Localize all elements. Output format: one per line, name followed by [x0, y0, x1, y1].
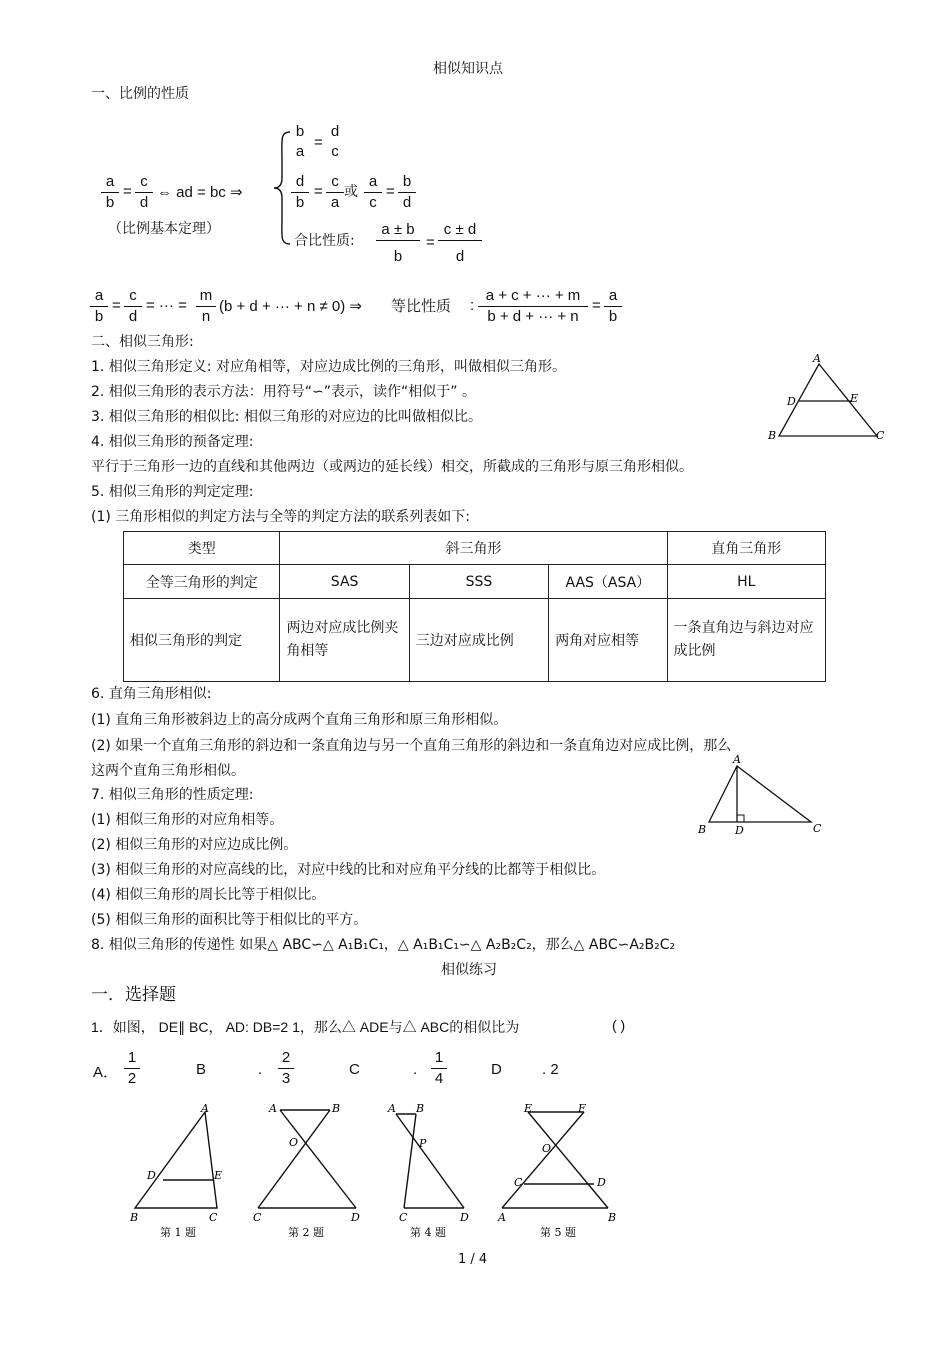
vertex-label: O [289, 1136, 299, 1149]
answer-paren: ( ) [612, 1017, 626, 1033]
vertex-label: A [813, 352, 821, 365]
equals-sign: = [592, 297, 601, 314]
vertex-label: C [876, 429, 885, 442]
vertex-label: C [209, 1211, 218, 1224]
header-right-triangle: 直角三角形 [667, 532, 825, 565]
figure-caption: 第 2 题 [288, 1226, 324, 1239]
sum-property-label: 合比性质: [294, 233, 355, 249]
vertex-label: D [460, 1211, 469, 1224]
criteria-intro: (1) 三角形相似的判定方法与全等的判定方法的联系列表如下: [91, 509, 470, 525]
vertex-label: P [419, 1137, 427, 1150]
equals-sign: = [314, 134, 323, 151]
option-d-value: . 2 [542, 1061, 559, 1078]
vertex-label: E [850, 392, 859, 405]
vertex-label: B [416, 1102, 425, 1115]
definition-line: 1. 相似三角形定义: 对应角相等，对应边成比例的三角形，叫做相似三角形。 [91, 359, 566, 375]
row-congruent-label: 全等三角形的判定 [124, 565, 280, 599]
vertex-label: D [351, 1211, 360, 1224]
fraction-a-c: a c [364, 172, 382, 213]
vertex-label: A [498, 1211, 506, 1224]
vertex-label: A [388, 1102, 396, 1115]
fraction-m-n: m n [196, 286, 216, 327]
equals-sign: = [386, 183, 395, 200]
cell-aas-asa: AAS（ASA） [549, 565, 667, 599]
property-4: (4) 相似三角形的周长比等于相似比。 [91, 887, 326, 903]
vertex-label: C [514, 1176, 523, 1189]
vertex-label: A [269, 1102, 277, 1115]
ratio-line: 3. 相似三角形的相似比: 相似三角形的对应边的比叫做相似比。 [91, 409, 482, 425]
equals-sign: = [426, 234, 435, 251]
fraction-a-b-result: a b [604, 286, 622, 327]
right-triangle-item-1: (1) 直角三角形被斜边上的高分成两个直角三角形和原三角形相似。 [91, 712, 508, 728]
vertex-label: B [608, 1211, 617, 1224]
row-similar-label: 相似三角形的判定 [124, 599, 280, 682]
transitivity-line: 8. 相似三角形的传递性 如果△ ABC∽△ A₁B₁C₁，△ A₁B₁C₁∽△ A₂B₂C₂，那么△ ABC∽A₂B₂C₂ [91, 937, 676, 953]
fraction-c-d: c d [135, 172, 153, 213]
vertex-label: D [735, 824, 744, 837]
cell-sas-similar: 两边对应成比例夹角相等 [280, 599, 409, 682]
equals-sign: = [314, 183, 323, 200]
vertex-label: B [698, 823, 707, 836]
page-number: 1 / 4 [458, 1252, 488, 1267]
or-text: 或 [344, 184, 358, 200]
option-a-fraction: 1 2 [124, 1048, 140, 1089]
figure-2 [248, 1100, 368, 1240]
cell-sss-similar: 三边对应成比例 [409, 599, 548, 682]
property-1: (1) 相似三角形的对应角相等。 [91, 812, 284, 828]
preliminary-theorem-heading: 4. 相似三角形的预备定理: [91, 434, 254, 450]
vertex-label: O [542, 1142, 552, 1155]
figure-caption: 第 4 题 [410, 1226, 446, 1239]
figure-1 [125, 1100, 230, 1240]
vertex-label: F [578, 1102, 586, 1115]
figure-4 [382, 1100, 487, 1240]
vertex-label: B [130, 1211, 139, 1224]
fraction-d-c: d c [330, 123, 340, 160]
fraction-a-b: a b [101, 172, 119, 213]
nonzero-condition: (b + d + ··· + n ≠ 0) ⇒ [219, 298, 362, 315]
option-b-label: B [196, 1061, 207, 1078]
equals-sign: = [112, 297, 121, 314]
section-heading-proportion: 一、比例的性质 [91, 86, 189, 102]
option-c-fraction: 1 4 [431, 1048, 447, 1089]
cell-aa-similar: 两角对应相等 [549, 599, 667, 682]
vertex-label: D [147, 1169, 156, 1182]
header-oblique: 斜三角形 [280, 532, 667, 565]
page-title: 相似知识点 [433, 61, 503, 77]
equal-ratio-label: 等比性质 [391, 297, 452, 315]
practice-title: 相似练习 [441, 962, 497, 978]
vertex-label: A [201, 1102, 209, 1115]
fraction-sum-right: c ± d d [438, 220, 482, 267]
vertex-label: E [214, 1169, 223, 1182]
figure-caption: 第 5 题 [540, 1226, 576, 1239]
right-triangle-item-2-cont: 这两个直角三角形相似。 [91, 763, 245, 779]
right-triangle-item-2: (2) 如果一个直角三角形的斜边和一条直角边与另一个直角三角形的斜边和一条直角边对应成比例，那么 [91, 738, 732, 754]
basic-theorem-note: （比例基本定理） [108, 221, 220, 237]
property-2: (2) 相似三角形的对应边成比例。 [91, 837, 298, 853]
vertex-label: A [733, 753, 741, 766]
option-b-fraction: 2 3 [278, 1048, 294, 1089]
right-triangle-altitude-figure [693, 752, 828, 840]
criteria-heading: 5. 相似三角形的判定定理: [91, 484, 254, 500]
vertex-label: C [813, 822, 822, 835]
vertex-label: D [597, 1176, 606, 1189]
right-triangle-heading: 6. 直角三角形相似: [91, 686, 212, 702]
preliminary-theorem-text: 平行于三角形一边的直线和其他两边（或两边的延长线）相交，所截成的三角形与原三角形相似。 [91, 459, 693, 475]
cell-sss: SSS [409, 565, 548, 599]
option-d-label: D [491, 1061, 502, 1078]
fraction-c-d: c d [124, 286, 142, 327]
option-c-label: C [349, 1061, 360, 1078]
equivalence-expression: ⇔ ad = bc ⇒ [157, 184, 243, 201]
fraction-b-d: b d [398, 172, 416, 213]
equals-sign: = [123, 183, 132, 200]
fraction-d-b: d b [291, 172, 309, 213]
triangle-de-parallel-bc-figure [765, 352, 890, 444]
figure-5 [494, 1100, 624, 1240]
vertex-label: B [768, 429, 777, 442]
cell-sas: SAS [280, 565, 409, 599]
notation-line: 2. 相似三角形的表示方法：用符号“∽”表示，读作“相似于” 。 [91, 384, 476, 400]
fraction-c-a: c a [326, 172, 344, 213]
option-c-dot: . [413, 1061, 418, 1078]
vertex-label: D [787, 395, 796, 408]
option-a-label: A． [93, 1064, 119, 1081]
fraction-sum-left: a ± b b [376, 220, 420, 267]
vertex-label: C [253, 1211, 262, 1224]
option-b-dot: . [258, 1061, 263, 1078]
colon: : [470, 297, 475, 314]
fraction-sum-series: a + c + ··· + m b + d + ··· + n [478, 286, 588, 327]
question-1: 1．如图， DE∥ BC， AD: DB=2 1，那么△ ADE与△ ABC的相似比为 [91, 1019, 520, 1035]
ellipsis-equals: = ··· = [146, 297, 187, 314]
vertex-label: C [399, 1211, 408, 1224]
fraction-a-b: a b [90, 286, 108, 327]
header-type: 类型 [124, 532, 280, 565]
vertex-label: E [524, 1102, 533, 1115]
choice-heading: 一．选择题 [91, 985, 176, 1005]
section-heading-similar-triangles: 二、相似三角形: [91, 334, 194, 350]
cell-hl: HL [667, 565, 825, 599]
property-heading: 7. 相似三角形的性质定理: [91, 787, 254, 803]
figure-caption: 第 1 题 [160, 1226, 196, 1239]
criteria-table [123, 531, 826, 682]
vertex-label: B [332, 1102, 341, 1115]
property-5: (5) 相似三角形的面积比等于相似比的平方。 [91, 912, 368, 928]
fraction-b-a: b a [295, 123, 305, 160]
cell-hl-similar: 一条直角边与斜边对应成比例 [667, 599, 825, 682]
property-3: (3) 相似三角形的对应高线的比，对应中线的比和对应角平分线的比都等于相似比。 [91, 862, 606, 878]
